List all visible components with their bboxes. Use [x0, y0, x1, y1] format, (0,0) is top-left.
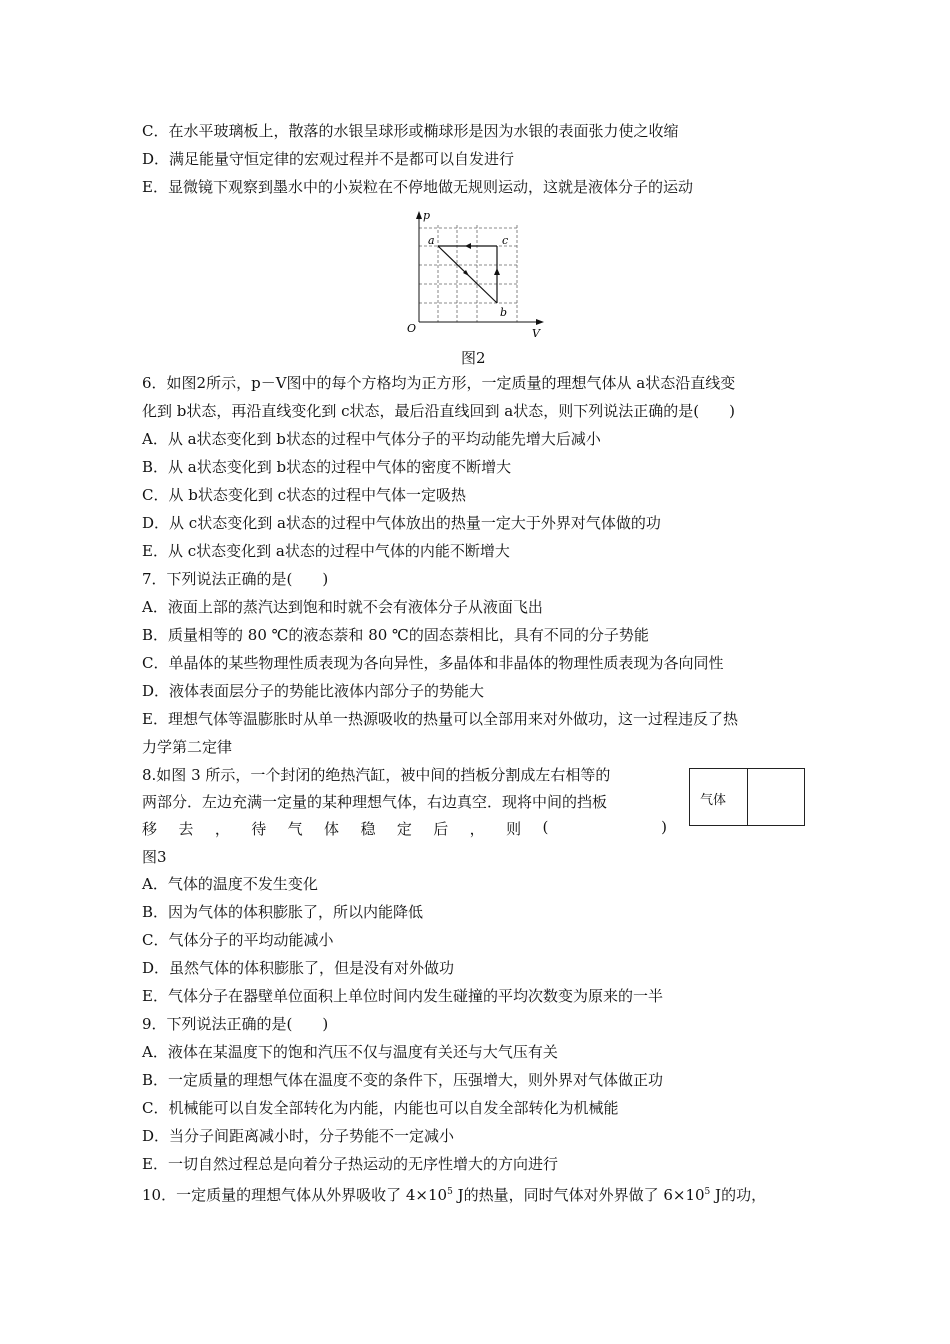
q9-option-e: E．一切自然过程总是向着分子热运动的无序性增大的方向进行 [142, 1155, 558, 1173]
q6-option-e: E．从 c状态变化到 a状态的过程中气体的内能不断增大 [142, 542, 510, 560]
q7-option-e-line2: 力学第二定律 [142, 738, 233, 756]
q8-option-a: A．气体的温度不发生变化 [142, 875, 318, 893]
q7-stem: 7．下列说法正确的是( ) [142, 570, 329, 588]
q8-option-d: D．虽然气体的体积膨胀了，但是没有对外做功 [142, 959, 455, 977]
figure-2-pv-diagram [400, 205, 550, 345]
axis-label-v: V [532, 327, 540, 340]
figure-2-caption: 图2 [461, 349, 486, 367]
q6-stem-line1: 6．如图2所示，p－V图中的每个方格均为正方形，一定质量的理想气体从 a状态沿直线变 [142, 374, 736, 392]
q8-option-b: B．因为气体的体积膨胀了，所以内能降低 [142, 903, 424, 921]
gas-label: 气体 [700, 793, 727, 808]
q7-option-a: A．液面上部的蒸汽达到饱和时就不会有液体分子从液面飞出 [142, 598, 543, 616]
q5-option-e: E．显微镜下观察到墨水中的小炭粒在不停地做无规则运动，这就是液体分子的运动 [142, 178, 693, 196]
figure-3-caption: 图3 [142, 848, 167, 866]
q9-stem: 9．下列说法正确的是( ) [142, 1015, 329, 1033]
partition [747, 769, 748, 825]
figure-3-cylinder [689, 768, 805, 826]
q5-option-c: C．在水平玻璃板上，散落的水银呈球形或椭球形是因为水银的表面张力使之收缩 [142, 122, 679, 140]
arrow-ca [465, 243, 471, 249]
q6-option-b: B．从 a状态变化到 b状态的过程中气体的密度不断增大 [142, 458, 512, 476]
q5-option-d: D．满足能量守恒定律的宏观过程并不是都可以自发进行 [142, 150, 515, 168]
q8-option-c: C．气体分子的平均动能减小 [142, 931, 334, 949]
q6-option-d: D．从 c状态变化到 a状态的过程中气体放出的热量一定大于外界对气体做的功 [142, 514, 661, 532]
q10-stem: 10．一定质量的理想气体从外界吸收了 $4\times 10^5$ J的热量，同时气体对外界做了 $6\times 10^5$ J的功， [142, 1186, 767, 1204]
q7-option-e-line1: E．理想气体等温膨胀时从单一热源吸收的热量可以全部用来对外做功，这一过程违反了热 [142, 710, 738, 728]
axis-label-p: p [423, 209, 431, 222]
q9-option-a: A．液体在某温度下的饱和汽压不仅与温度有关还与大气压有关 [142, 1043, 558, 1061]
q6-option-c: C．从 b状态变化到 c状态的过程中气体一定吸热 [142, 486, 467, 504]
origin-label: O [407, 322, 417, 335]
q9-option-c: C．机械能可以自发全部转化为内能，内能也可以自发全部转化为机械能 [142, 1099, 619, 1117]
q7-option-c: C．单晶体的某些物理性质表现为各向异性，多晶体和非晶体的物理性质表现为各向同性 [142, 654, 724, 672]
q9-option-d: D．当分子间距离减小时，分子势能不一定减小 [142, 1127, 455, 1145]
q6-option-a: A．从 a状态变化到 b状态的过程中气体分子的平均动能先增大后减小 [142, 430, 601, 448]
q9-option-b: B．一定质量的理想气体在温度不变的条件下，压强增大，则外界对气体做正功 [142, 1071, 664, 1089]
q8-stem-line1: 8.如图 3 所示，一个封闭的绝热汽缸，被中间的挡板分割成左右相等的 [142, 766, 611, 784]
q7-option-d: D．液体表面层分子的势能比液体内部分子的势能大 [142, 682, 485, 700]
arrow-bc [494, 268, 500, 275]
point-b-label: b [500, 306, 508, 319]
q8-option-e: E．气体分子在器壁单位面积上单位时间内发生碰撞的平均次数变为原来的一半 [142, 987, 663, 1005]
q8-stem-line3: 移 去 ， 待 气 体 稳 定 后 ， 则 ( ) [142, 818, 667, 838]
point-c-label: c [502, 234, 509, 247]
q8-stem-line2: 两部分．左边充满一定量的某种理想气体，右边真空．现将中间的挡板 [142, 793, 608, 811]
q6-stem-line2: 化到 b状态，再沿直线变化到 c状态，最后沿直线回到 a状态，则下列说法正确的是( ) [142, 402, 735, 420]
point-a-label: a [428, 234, 435, 247]
q7-option-b: B．质量相等的 80 ℃的液态萘和 80 ℃的固态萘相比，具有不同的分子势能 [142, 626, 649, 644]
